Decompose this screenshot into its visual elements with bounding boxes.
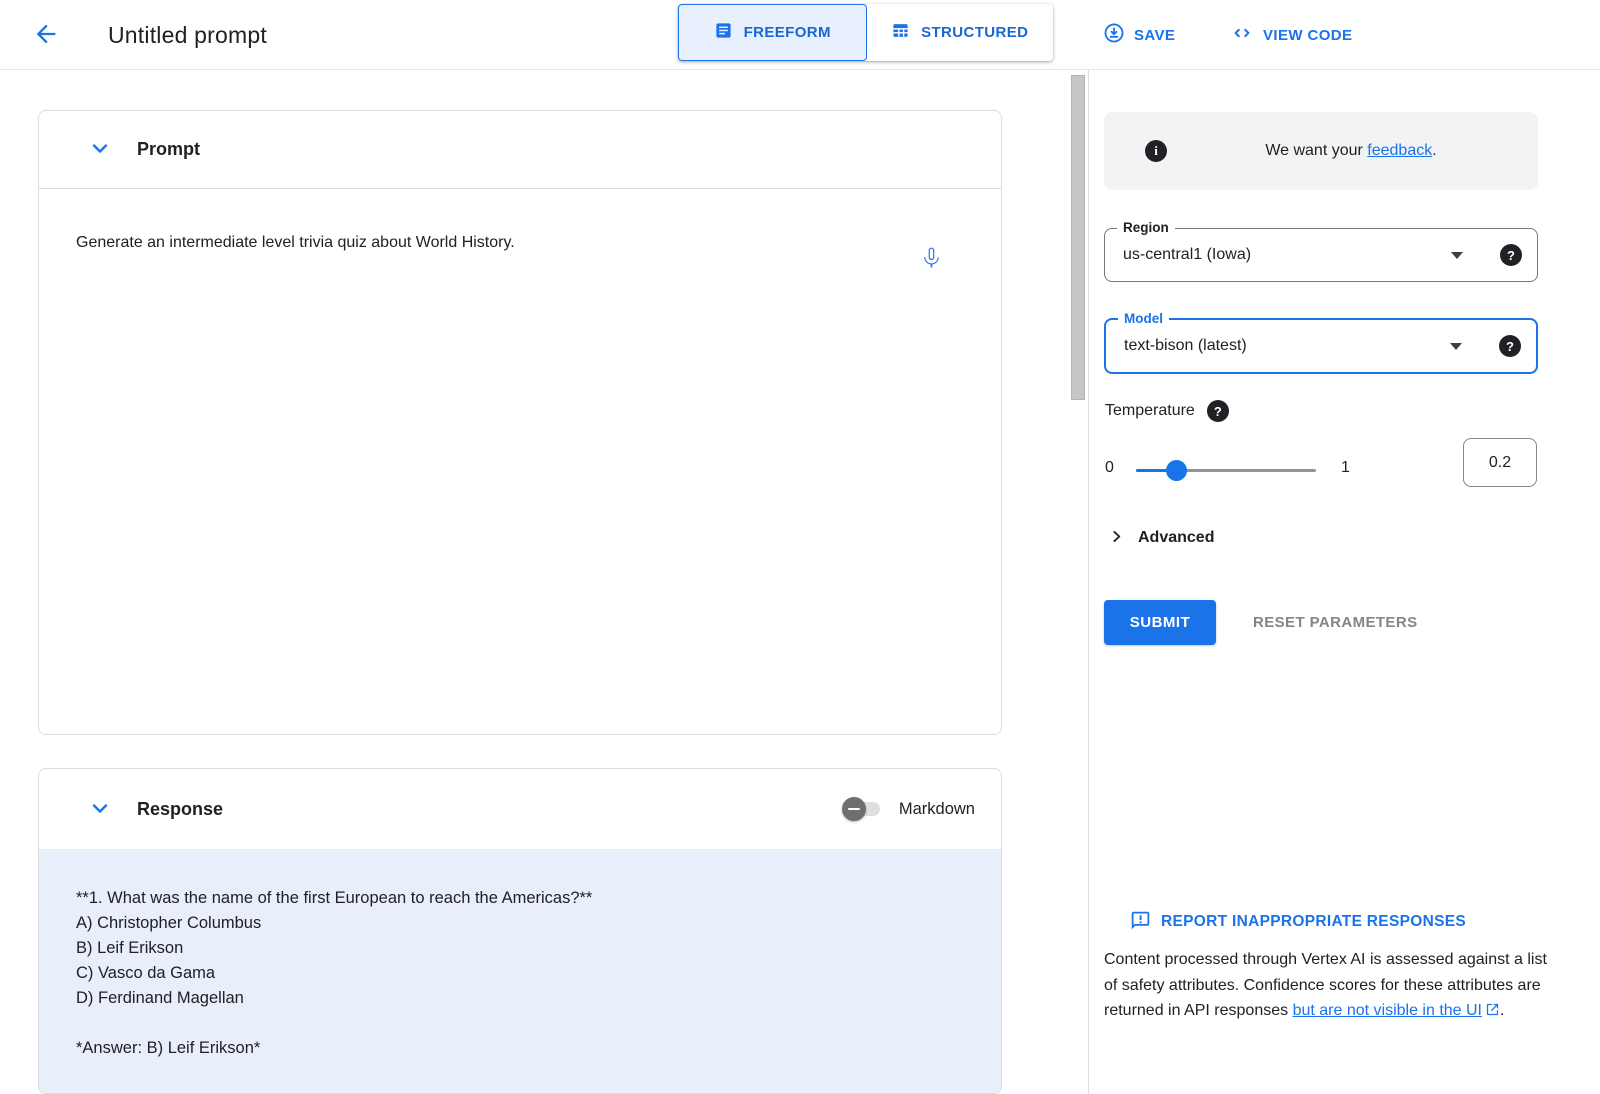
temperature-slider[interactable] bbox=[1136, 456, 1316, 484]
tab-structured-label: STRUCTURED bbox=[921, 24, 1029, 41]
external-link-icon bbox=[1485, 1000, 1500, 1026]
markdown-label: Markdown bbox=[898, 799, 975, 818]
feedback-text-after: . bbox=[1432, 142, 1437, 159]
reset-parameters-button[interactable]: RESET PARAMETERS bbox=[1241, 600, 1429, 645]
dropdown-arrow-icon[interactable] bbox=[1450, 343, 1462, 350]
feedback-text-before: We want your bbox=[1265, 142, 1368, 159]
mode-toggle-group bbox=[678, 4, 1053, 61]
response-section-title: Response bbox=[137, 798, 224, 819]
temperature-label: Temperature bbox=[1105, 402, 1195, 419]
chevron-down-icon bbox=[88, 796, 112, 823]
save-label: SAVE bbox=[1134, 26, 1176, 44]
response-content bbox=[39, 849, 1001, 1094]
prompt-text[interactable]: Generate an intermediate level trivia quiz about World History. bbox=[76, 234, 515, 251]
dropdown-arrow-icon[interactable] bbox=[1451, 252, 1463, 259]
vertical-scrollbar[interactable] bbox=[1071, 75, 1085, 400]
response-card bbox=[38, 768, 1002, 1094]
tab-structured[interactable] bbox=[867, 4, 1054, 61]
save-icon bbox=[1103, 22, 1125, 48]
view-code-button[interactable] bbox=[1230, 0, 1352, 70]
feedback-link[interactable]: feedback bbox=[1367, 142, 1433, 159]
region-value: us-central1 (Iowa) bbox=[1123, 246, 1252, 263]
prompt-card bbox=[38, 110, 1002, 735]
region-select[interactable] bbox=[1104, 220, 1538, 282]
temperature-help-button[interactable]: ? bbox=[1207, 400, 1229, 422]
prompt-input-area[interactable] bbox=[39, 189, 1001, 735]
markdown-toggle-wrap bbox=[844, 769, 975, 849]
report-inappropriate-button[interactable] bbox=[1130, 910, 1466, 934]
safety-text-before: Content processed through Vertex AI is assessed against a list of safety attributes. Confidence scores for these attributes are returned in API responses bbox=[1104, 951, 1547, 1019]
tab-freeform[interactable] bbox=[678, 4, 867, 61]
advanced-expander[interactable] bbox=[1108, 528, 1214, 548]
microphone-button[interactable] bbox=[913, 241, 949, 277]
arrow-left-icon bbox=[32, 20, 60, 51]
prompt-card-header bbox=[39, 111, 1001, 189]
response-line: D) Ferdinand Magellan bbox=[76, 989, 244, 1007]
temperature-row bbox=[1105, 400, 1229, 422]
response-line: A) Christopher Columbus bbox=[76, 914, 262, 932]
response-line: **1. What was the name of the first European to reach the Americas?** bbox=[76, 889, 593, 907]
feedback-banner bbox=[1104, 112, 1538, 190]
response-line bbox=[76, 1011, 961, 1036]
minus-icon bbox=[848, 808, 860, 810]
parameters-panel bbox=[1089, 0, 1600, 1094]
article-icon bbox=[714, 21, 733, 44]
header bbox=[0, 0, 1600, 70]
code-icon bbox=[1230, 22, 1254, 48]
submit-button[interactable]: SUBMIT bbox=[1104, 600, 1216, 645]
save-button[interactable] bbox=[1103, 0, 1175, 70]
report-label: REPORT INAPPROPRIATE RESPONSES bbox=[1161, 913, 1466, 930]
region-help-button[interactable]: ? bbox=[1500, 244, 1522, 266]
response-line: B) Leif Erikson bbox=[76, 939, 184, 957]
microphone-icon bbox=[919, 245, 944, 273]
tab-freeform-label: FREEFORM bbox=[743, 24, 831, 41]
response-collapse-chevron[interactable] bbox=[87, 796, 113, 822]
feedback-text bbox=[1164, 112, 1538, 190]
response-card-header bbox=[39, 769, 1001, 849]
safety-text-after: . bbox=[1500, 1002, 1505, 1019]
response-line: *Answer: B) Leif Erikson* bbox=[76, 1039, 261, 1057]
model-help-button[interactable]: ? bbox=[1499, 335, 1521, 357]
prompt-section-title: Prompt bbox=[137, 139, 200, 159]
prompt-collapse-chevron[interactable] bbox=[87, 137, 113, 163]
region-label: Region bbox=[1117, 220, 1175, 236]
model-label: Model bbox=[1118, 311, 1169, 327]
model-select[interactable] bbox=[1104, 311, 1538, 374]
back-button[interactable] bbox=[26, 15, 66, 55]
view-code-label: VIEW CODE bbox=[1263, 26, 1353, 44]
safety-note bbox=[1104, 947, 1548, 1026]
chevron-down-icon bbox=[88, 136, 112, 163]
model-value: text-bison (latest) bbox=[1124, 337, 1247, 354]
toggle-thumb bbox=[842, 797, 866, 821]
slider-min-label: 0 bbox=[1105, 459, 1114, 476]
markdown-toggle[interactable] bbox=[844, 797, 882, 821]
temperature-input[interactable]: 0.2 bbox=[1463, 438, 1537, 487]
slider-thumb[interactable] bbox=[1166, 460, 1187, 481]
chevron-right-icon bbox=[1108, 528, 1125, 548]
response-line: C) Vasco da Gama bbox=[76, 964, 216, 982]
advanced-label: Advanced bbox=[1138, 529, 1215, 546]
page-title: Untitled prompt bbox=[108, 21, 267, 48]
safety-link[interactable] bbox=[1293, 1002, 1500, 1019]
slider-max-label: 1 bbox=[1341, 459, 1350, 476]
info-icon: i bbox=[1145, 140, 1167, 162]
table-icon bbox=[891, 21, 910, 44]
safety-link-text: but are not visible in the UI bbox=[1292, 1002, 1482, 1019]
feedback-alert-icon bbox=[1130, 910, 1151, 934]
